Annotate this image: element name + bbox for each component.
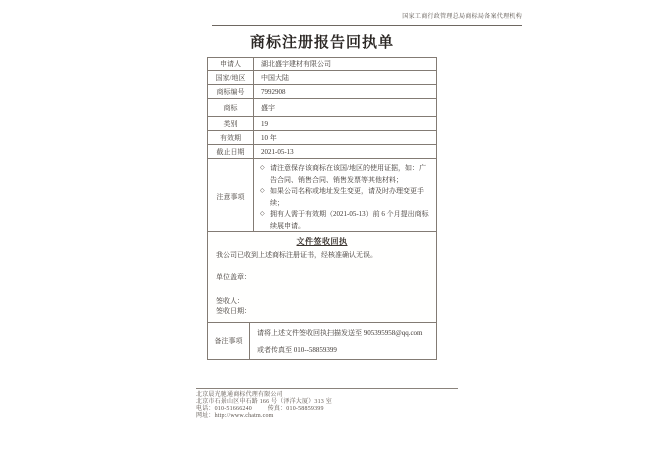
company-stamp-label: 单位盖章： (216, 273, 251, 281)
table-row-class (207, 117, 437, 131)
row-label: 商标 (208, 99, 254, 116)
row-label: 有效期 (208, 131, 254, 144)
note-item (260, 163, 430, 186)
table-row-trademark (207, 99, 437, 117)
row-value: 7992908 (261, 87, 286, 96)
note-text: 请注意保存该商标在该国/地区的使用证据，如：广告合同、销售合同、销售发票等其他材料； (270, 164, 426, 184)
row-label: 商标编号 (208, 85, 254, 98)
sign-date-label: 签收日期： (216, 307, 251, 315)
receipt-box-title: 文件签收回执 (296, 237, 348, 246)
footer-website: 网址：http://www.chatm.com (196, 413, 274, 419)
table-row-country (207, 71, 437, 85)
row-value: 2021-05-13 (261, 147, 294, 156)
note-item (260, 186, 430, 209)
remarks-content (250, 323, 436, 359)
row-label: 申请人 (208, 58, 254, 70)
table-row-validity (207, 131, 437, 145)
row-label: 国家/地区 (208, 71, 254, 84)
footer-phone: 电话：010-51666240 (196, 406, 252, 412)
row-value: 湖北盛宇建材有限公司 (261, 60, 331, 68)
footer-agency-info (196, 388, 458, 420)
receipt-box (207, 231, 437, 323)
trademark-info-table (207, 57, 437, 236)
remarks-line-fax: 或者传真至 010--58859399 (257, 346, 337, 354)
row-label: 截止日期 (208, 145, 254, 158)
row-label: 注意事项 (208, 159, 254, 235)
row-label: 类别 (208, 117, 254, 130)
note-text: 拥有人需于有效期（2021-05-13）前 6 个月提出商标续展申请。 (270, 210, 429, 230)
diamond-bullet-icon: ◇ (260, 188, 265, 194)
table-row-expiry-date (207, 145, 437, 159)
note-text: 如果公司名称或地址发生变更，请及时办理变更手续； (270, 187, 424, 207)
row-value: 中国大陆 (261, 73, 289, 82)
notes-list (254, 159, 436, 235)
page-title: 商标注册报告回执单 (249, 35, 394, 51)
diamond-bullet-icon: ◇ (260, 165, 265, 171)
diamond-bullet-icon: ◇ (260, 211, 265, 217)
footer-company: 北京晨光驰通商标代理有限公司 (196, 392, 283, 398)
remarks-row (207, 322, 437, 360)
remarks-label: 备注事项 (208, 323, 250, 359)
row-value: 19 (261, 119, 268, 128)
table-row-notes (207, 159, 437, 236)
row-value: 盛宇 (261, 103, 275, 112)
signer-label: 签收人： (216, 297, 244, 305)
footer-fax: 传真：010-58859399 (267, 406, 324, 412)
remarks-line-email: 请将上述文件签收回执扫描发送至 905395958@qq.com (257, 329, 423, 337)
footer-address: 北京市石景山区申石路 166 号（泽洋大厦）313 室 (196, 399, 332, 405)
table-row-applicant (207, 57, 437, 71)
row-value: 10 年 (261, 133, 277, 142)
footer-phone-fax (196, 406, 458, 413)
receipt-confirmation-text: 我公司已收到上述商标注册证书，经核准确认无误。 (216, 251, 377, 259)
note-item (260, 209, 430, 232)
agency-note: 国家工商行政管理总局商标局备案代理机构 (212, 13, 522, 26)
table-row-trademark-number (207, 85, 437, 99)
